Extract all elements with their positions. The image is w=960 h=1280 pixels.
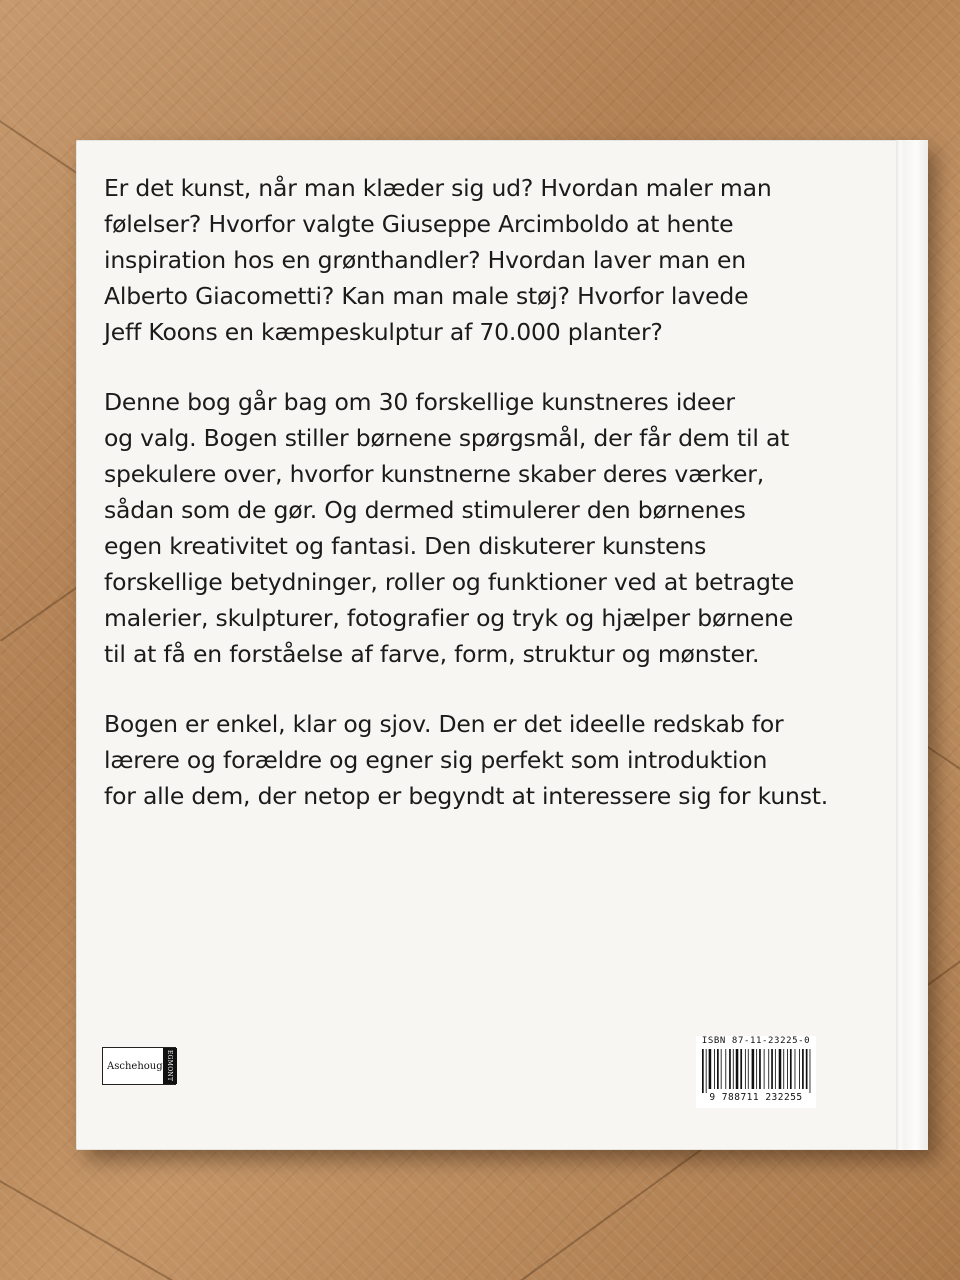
barcode-bar (810, 1049, 811, 1093)
barcode-bars (700, 1049, 812, 1093)
publisher-sub-label: EGMONT (163, 1048, 177, 1084)
blurb-line: malerier, skulpturer, fotografier og tryk og hjælper børnene (104, 604, 794, 632)
blurb-line: forskellige betydninger, roller og funktioner ved at betragte (104, 568, 795, 596)
barcode-bar (745, 1049, 746, 1089)
blurb-line: Alberto Giacometti? Kan man male støj? Hvorfor lavede (104, 282, 749, 310)
blurb-paragraph-3 (104, 706, 904, 814)
barcode-bar (706, 1049, 707, 1093)
barcode-bar (806, 1049, 808, 1089)
blurb-line: sådan som de gør. Og dermed stimulerer den børnenes (104, 496, 746, 524)
barcode-bar (783, 1049, 784, 1089)
barcode-bar (717, 1049, 719, 1089)
book-back-cover (76, 140, 928, 1150)
barcode-bar (775, 1049, 776, 1089)
barcode-bar (771, 1049, 773, 1089)
blurb-line: for alle dem, der netop er begyndt at interessere sig for kunst. (104, 782, 829, 810)
blurb-line: Jeff Koons en kæmpeskulptur af 70.000 planter? (104, 318, 663, 346)
barcode-bar (714, 1049, 715, 1089)
barcode-bar (802, 1049, 804, 1089)
barcode-bar (740, 1049, 742, 1089)
blurb-line: til at få en forståelse af farve, form, struktur og mønster. (104, 640, 760, 668)
barcode-bar (787, 1049, 788, 1089)
barcode-bar (756, 1049, 757, 1089)
floor-seam (0, 1180, 346, 1280)
blurb-line: og valg. Bogen stiller børnene spørgsmål, der får dem til at (104, 424, 790, 452)
isbn-label: ISBN 87-11-23225-0 (701, 1036, 811, 1046)
blurb-line: lærere og forældre og egner sig perfekt som introduktion (104, 746, 768, 774)
barcode-bar (764, 1049, 765, 1089)
blurb-line: følelser? Hvorfor valgte Giuseppe Arcimboldo at hente (104, 210, 734, 238)
barcode (696, 1036, 816, 1108)
barcode-bar (759, 1049, 761, 1089)
blurb-line: egen kreativitet og fantasi. Den diskuterer kunstens (104, 532, 707, 560)
blurb-line: Bogen er enkel, klar og sjov. Den er det ideelle redskab for (104, 710, 784, 738)
barcode-bar (799, 1049, 800, 1089)
barcode-bar (790, 1049, 792, 1089)
ean-digits: 9 788711 232255 (709, 1092, 803, 1103)
publisher-logo (102, 1047, 176, 1085)
blurb-text (104, 170, 904, 848)
blurb-line: spekulere over, hvorfor kunstnerne skaber deres værker, (104, 460, 765, 488)
barcode-bar (725, 1049, 726, 1089)
barcode-bar (729, 1049, 731, 1089)
barcode-bar (795, 1049, 796, 1089)
blurb-paragraph-2 (104, 384, 904, 672)
blurb-line: inspiration hos en grønthandler? Hvordan laver man en (104, 246, 746, 274)
barcode-bar (768, 1049, 769, 1089)
barcode-bar (748, 1049, 749, 1089)
barcode-bar (779, 1049, 782, 1089)
blurb-line: Denne bog går bag om 30 forskellige kunstneres ideer (104, 388, 735, 416)
barcode-bar (736, 1049, 739, 1089)
publisher-name: Aschehoug (107, 1060, 163, 1072)
blurb-line: Er det kunst, når man klæder sig ud? Hvordan maler man (104, 174, 772, 202)
barcode-bar (752, 1049, 755, 1089)
barcode-bar (733, 1049, 734, 1089)
blurb-paragraph-1 (104, 170, 904, 350)
barcode-bar (702, 1049, 704, 1093)
barcode-bar (709, 1049, 712, 1089)
barcode-bar (721, 1049, 722, 1089)
